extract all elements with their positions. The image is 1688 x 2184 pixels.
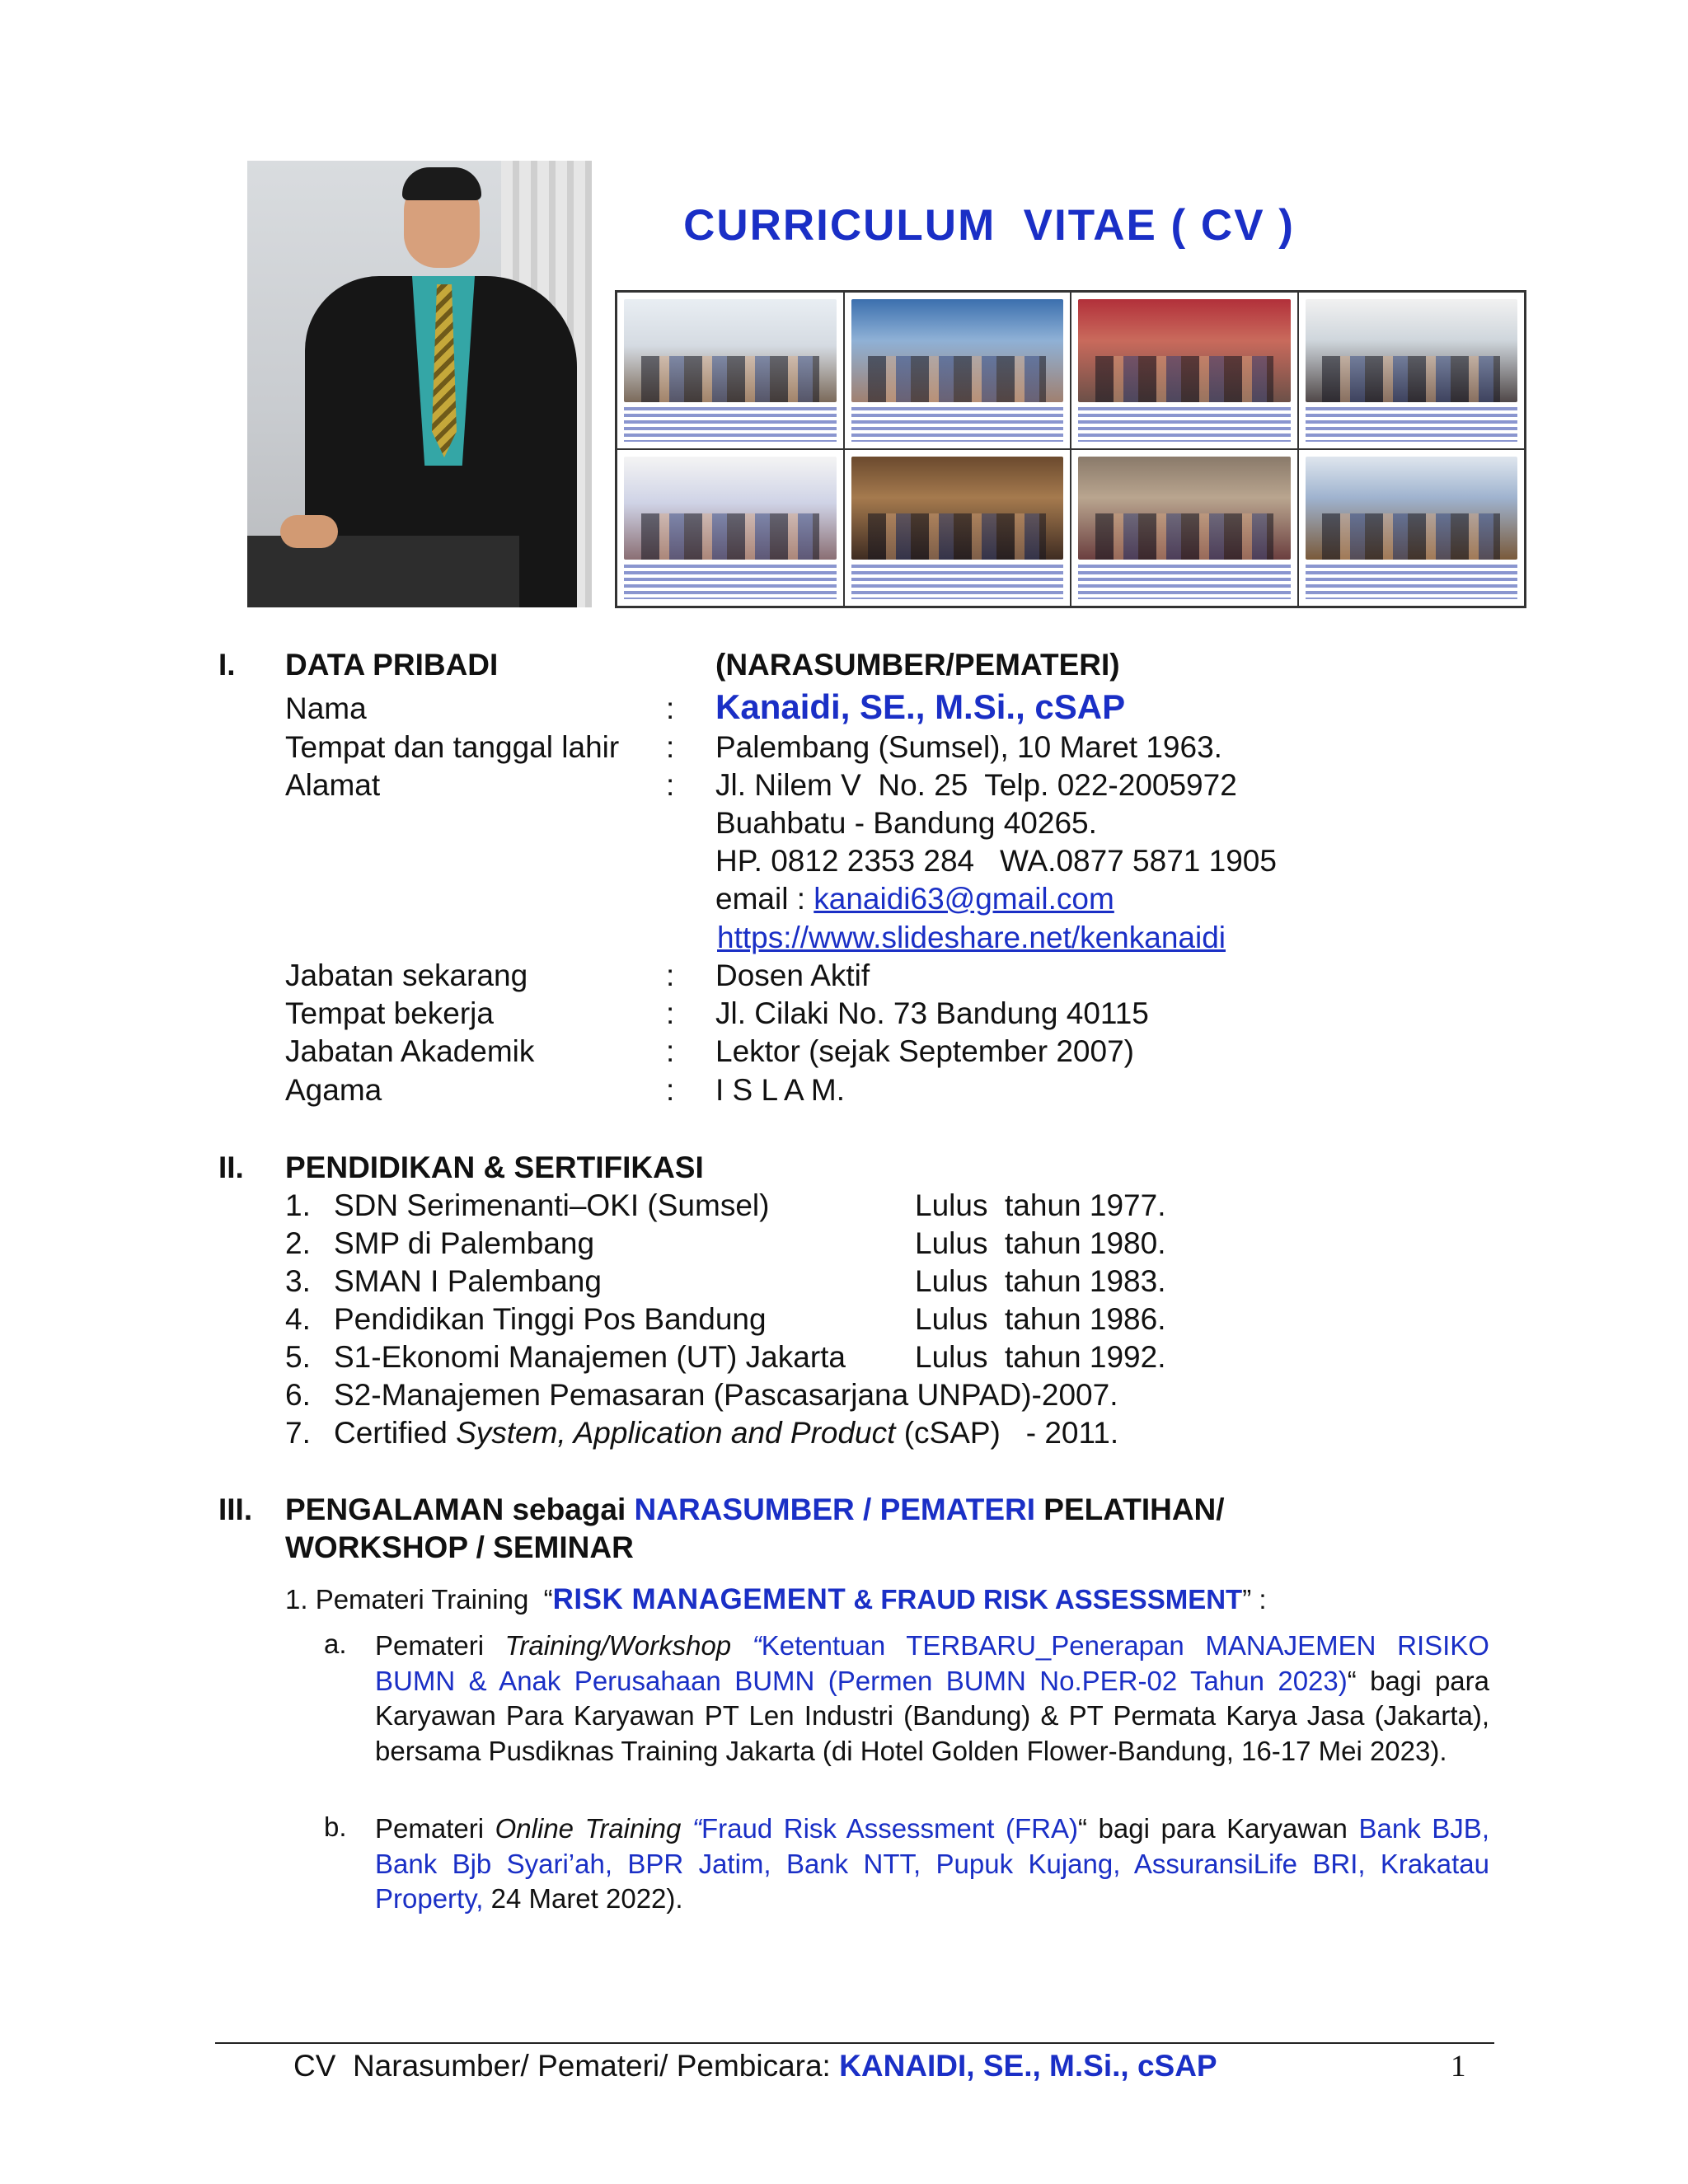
- label-alamat: Alamat: [285, 768, 381, 802]
- item-a-p1: Pemateri: [375, 1630, 505, 1661]
- edu-year: Lulus tahun 1980.: [915, 1226, 1166, 1260]
- edu-text: SMAN I Palembang: [334, 1264, 602, 1298]
- colon: :: [666, 1073, 675, 1107]
- section-3-title: [285, 1493, 1225, 1527]
- edu-number: 7.: [285, 1416, 311, 1450]
- gallery-caption: [851, 565, 1064, 599]
- item-a-p4: Ketentuan TERBARU_Penerapan MANAJEMEN RISIKO BUMN & Anak Perusahaan BUMN (Permen BUMN No.PER-02 Tahun 2023): [375, 1630, 1489, 1696]
- experience-item-a: [375, 1629, 1489, 1769]
- slideshare-link[interactable]: [717, 921, 1226, 955]
- gallery-caption: [1306, 565, 1518, 599]
- section-3-title-line2: WORKSHOP / SEMINAR: [285, 1530, 634, 1564]
- edu-text: Pendidikan Tinggi Pos Bandung: [334, 1302, 767, 1336]
- gallery-cell: [1071, 292, 1298, 449]
- edu-number: 5.: [285, 1340, 311, 1374]
- edu-number: 1.: [285, 1188, 311, 1222]
- value-ttl: Palembang (Sumsel), 10 Maret 1963.: [715, 730, 1222, 764]
- label-jabatan: Jabatan sekarang: [285, 958, 528, 992]
- item-letter: a.: [324, 1629, 347, 1659]
- value-tempat: Jl. Cilaki No. 73 Bandung 40115: [715, 996, 1149, 1030]
- label-akademik: Jabatan Akademik: [285, 1034, 535, 1068]
- sub-suffix: ” :: [1242, 1584, 1267, 1615]
- footer-divider: [215, 2042, 1494, 2044]
- gallery-cell: [1298, 449, 1526, 607]
- gallery-cell: [844, 292, 1071, 449]
- sub-risk: RISK MANAGEMENT: [552, 1583, 846, 1615]
- section-1-subtitle: (NARASUMBER/PEMATERI): [715, 648, 1120, 682]
- gallery-caption: [624, 407, 837, 442]
- gallery-caption: [1078, 407, 1291, 442]
- gallery-photo: [1306, 457, 1518, 560]
- photo-hair: [402, 167, 481, 200]
- experience-item-b: [375, 1811, 1489, 1917]
- edu-text: S2-Manajemen Pemasaran (Pascasarjana UNPAD)-2007.: [334, 1378, 1118, 1412]
- section-2-number: II.: [218, 1151, 244, 1184]
- colon: :: [666, 1034, 675, 1068]
- page-title: CURRICULUM VITAE ( CV ): [683, 201, 1295, 250]
- value-akademik: Lektor (sejak September 2007): [715, 1034, 1134, 1068]
- item-a-p3: “: [731, 1630, 762, 1661]
- colon: :: [666, 730, 675, 764]
- item-b-p4: Fraud Risk Assessment (FRA): [701, 1813, 1078, 1844]
- gallery-photo: [851, 457, 1064, 560]
- footer-prefix: CV Narasumber/ Pemateri/ Pembicara:: [293, 2049, 840, 2083]
- email-link[interactable]: kanaidi63@gmail.com: [814, 882, 1114, 916]
- cert-suffix: (cSAP) - 2011.: [895, 1416, 1119, 1450]
- section-3-title-c: PELATIHAN/: [1035, 1493, 1225, 1526]
- section-3-number: III.: [218, 1493, 253, 1526]
- item-letter: b.: [324, 1811, 347, 1842]
- footer: [293, 2049, 1217, 2083]
- gallery-cell: [844, 449, 1071, 607]
- section-2-title: PENDIDIKAN & SERTIFIKASI: [285, 1151, 704, 1184]
- gallery-cell: [1071, 449, 1298, 607]
- edu-number: 4.: [285, 1302, 311, 1336]
- edu-year: Lulus tahun 1977.: [915, 1188, 1166, 1222]
- item-a-p2: Training/Workshop: [504, 1630, 732, 1661]
- gallery-cell: [1298, 292, 1526, 449]
- value-alamat-line3: HP. 0812 2353 284 WA.0877 5871 1905: [715, 844, 1277, 878]
- colon: :: [666, 768, 675, 802]
- gallery-caption: [624, 565, 837, 599]
- colon: :: [666, 996, 675, 1030]
- footer-name: KANAIDI, SE., M.Si., cSAP: [839, 2049, 1217, 2083]
- section-3-title-a: PENGALAMAN sebagai: [285, 1493, 635, 1526]
- edu-number: 3.: [285, 1264, 311, 1298]
- item-a-p5: “ bagi para Karyawan Para Karyawan PT Len Industri (Bandung) & PT Permata Karya Jasa (Jakarta), bersama Pusdiknas Training Jakarta (di Hotel Golden Flower-Bandung, 16-17 Mei 2023).: [375, 1665, 1490, 1766]
- item-b-p2: Online Training: [495, 1813, 682, 1844]
- edu-text: SDN Serimenanti–OKI (Sumsel): [334, 1188, 770, 1222]
- gallery-caption: [851, 407, 1064, 442]
- item-b-p5: “ bagi para Karyawan: [1077, 1813, 1359, 1844]
- cert-name: System, Application and Product: [456, 1416, 896, 1450]
- edu-year: Lulus tahun 1983.: [915, 1264, 1166, 1298]
- label-agama: Agama: [285, 1073, 382, 1107]
- section-1-title: DATA PRIBADI: [285, 648, 499, 682]
- sub-fraud: FRAUD RISK ASSESSMENT: [880, 1584, 1243, 1615]
- colon: :: [666, 958, 675, 992]
- value-agama: I S L A M.: [715, 1073, 845, 1107]
- edu-year: Lulus tahun 1992.: [915, 1340, 1166, 1374]
- page-number: 1: [1451, 2050, 1466, 2083]
- gallery-caption: [1306, 407, 1518, 442]
- email-line: [715, 882, 1114, 916]
- photo-hand: [280, 515, 338, 548]
- gallery-photo: [624, 299, 837, 402]
- email-prefix: email :: [715, 882, 814, 916]
- gallery-photo: [851, 299, 1064, 402]
- edu-number: 6.: [285, 1378, 311, 1412]
- training-photo-gallery: [615, 290, 1526, 608]
- label-nama: Nama: [285, 691, 367, 725]
- value-alamat-line2: Buahbatu - Bandung 40265.: [715, 806, 1097, 840]
- item-b-p1: Pemateri: [375, 1813, 495, 1844]
- edu-number: 2.: [285, 1226, 311, 1260]
- gallery-cell: [617, 449, 844, 607]
- slideshare-url[interactable]: https://www.slideshare.net/kenkanaidi: [717, 921, 1226, 954]
- gallery-photo: [1306, 299, 1518, 402]
- gallery-caption: [1078, 565, 1291, 599]
- value-jabatan: Dosen Aktif: [715, 958, 870, 992]
- gallery-cell: [617, 292, 844, 449]
- gallery-photo: [624, 457, 837, 560]
- value-nama: Kanaidi, SE., M.Si., cSAP: [715, 687, 1126, 726]
- value-alamat-line1: Jl. Nilem V No. 25 Telp. 022-2005972: [715, 768, 1237, 802]
- colon: :: [666, 691, 675, 725]
- edu-text: SMP di Palembang: [334, 1226, 595, 1260]
- section-3-title-b: NARASUMBER / PEMATERI: [634, 1493, 1036, 1526]
- sub-amp: &: [846, 1584, 881, 1615]
- sub-prefix: 1. Pemateri Training “: [285, 1584, 553, 1615]
- subsection-heading: [285, 1583, 1267, 1616]
- label-tempat: Tempat bekerja: [285, 996, 494, 1030]
- cert-prefix: Certified: [334, 1416, 457, 1450]
- edu-text: S1-Ekonomi Manajemen (UT) Jakarta: [334, 1340, 846, 1374]
- gallery-photo: [1078, 457, 1291, 560]
- item-b-p3: “: [681, 1813, 701, 1844]
- photo-laptop: [247, 536, 519, 607]
- section-1-number: I.: [218, 648, 236, 682]
- edu-text: [334, 1416, 1118, 1451]
- edu-year: Lulus tahun 1986.: [915, 1302, 1166, 1336]
- item-b-p7: 24 Maret 2022).: [483, 1883, 683, 1914]
- item-b-p6: Bank BJB, Bank Bjb Syari’ah, BPR Jatim, Bank NTT, Pupuk Kujang, AssuransiLife BRI, Krakatau Property,: [375, 1813, 1489, 1914]
- profile-photo: [247, 161, 592, 607]
- gallery-photo: [1078, 299, 1291, 402]
- label-ttl: Tempat dan tanggal lahir: [285, 730, 620, 764]
